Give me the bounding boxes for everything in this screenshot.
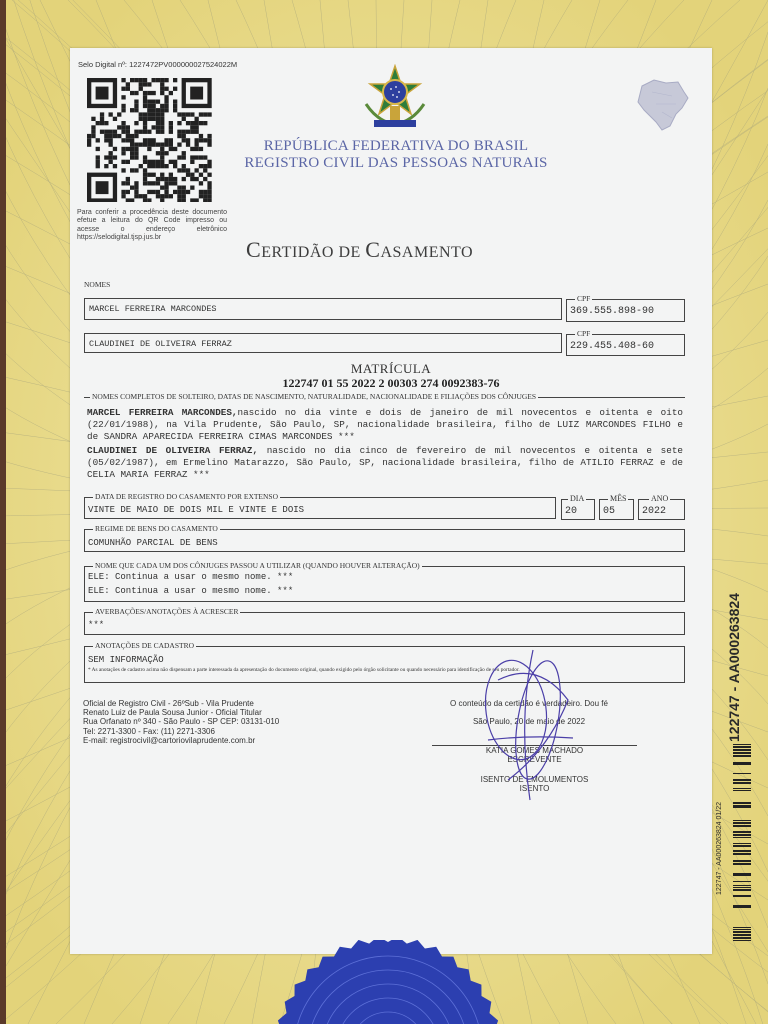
name-change-label: NOME QUE CADA UM DOS CÔNJUGES PASSOU A UTILIZAR (QUANDO HOUVER ALTERAÇÃO) [95, 561, 420, 570]
names-label: NOMES [84, 280, 111, 289]
office-email: E-mail: registrocivil@cartoriovilaprudente.com.br [83, 735, 256, 745]
spouse2-name-field [84, 333, 562, 353]
side-document-code: 122747 - AA000263824 [726, 593, 742, 742]
regime-value: COMUNHÃO PARCIAL DE BENS [88, 538, 218, 548]
office-line4: Tel: 2271-3300 - Fax: (11) 2271-3306 [83, 726, 215, 736]
side-small-code: 122747 - AA000263824 01/22 [716, 801, 723, 895]
brazil-map-icon [632, 74, 692, 134]
attestation-statement: O conteúdo da certidão é verdadeiro. Dou fé [450, 699, 608, 708]
anotacoes-value: SEM INFORMAÇÃO [88, 655, 164, 665]
signer-name: KATIA GOMES MACHADO [485, 746, 584, 755]
day-label: DIA [570, 494, 585, 503]
attestation-date: São Paulo, 20 de maio de 2022 [472, 717, 586, 726]
office-line2: Renato Luiz de Paula Sousa Junior - Oficial Titular [83, 708, 262, 718]
coat-of-arms-icon [360, 64, 430, 132]
name-change-line2: ELE: Continua a usar o mesmo nome. *** [88, 586, 294, 596]
cpf2-value: 229.455.408-60 [570, 341, 655, 352]
blue-seal-icon [268, 940, 508, 1024]
digital-seal-number: Selo Digital nº: 1227472PV000000027524022M [78, 60, 238, 69]
averbacoes-value: *** [88, 620, 105, 630]
name-change-line1: ELE: Continua a usar o mesmo nome. *** [88, 572, 294, 582]
year-label: ANO [651, 494, 669, 503]
registration-date-field [84, 492, 556, 519]
office-info [83, 699, 343, 745]
averbacoes-field [84, 607, 685, 635]
signer-role: ESCREVENTE [507, 755, 562, 764]
name-change-field [84, 561, 685, 602]
matricula-number: 122747 01 55 2022 2 00303 274 0092383-76 [282, 376, 500, 390]
regime-field [84, 524, 685, 552]
cpf2-field [566, 329, 685, 356]
spouse2-qualification [87, 445, 683, 481]
fee-exemption: ISENTO DE EMOLUMENTOS [480, 775, 589, 784]
anotacoes-field [84, 641, 685, 683]
cpf1-value: 369.555.898-90 [570, 306, 655, 317]
qr-verification-note: Para conferir a procedência deste documento efetue a leitura do QR Code impresso ou acesse o endereço eletrônico https://selodigital.tjsp.jus.br [77, 209, 227, 242]
year-field [638, 494, 685, 520]
spouse1-name-field [84, 298, 562, 320]
cpf1-label: CPF [577, 294, 591, 303]
averbacoes-label: AVERBAÇÕES/ANOTAÇÕES À ACRESCER [95, 607, 239, 616]
cpf1-field [566, 294, 685, 322]
month-label: MÊS [610, 494, 627, 503]
anotacoes-label: ANOTAÇÕES DE CADASTRO [95, 641, 194, 650]
year-value: 2022 [642, 506, 667, 517]
office-line1: Oficial de Registro Civil - 26ºSub - Vila Prudente [83, 699, 254, 708]
matricula-label: MATRÍCULA [350, 361, 432, 376]
handwritten-signature [478, 640, 588, 810]
spouse1-qualification [87, 407, 683, 443]
spouse2-qualification-text: nascido no dia cinco de fevereiro de mil novecentos e oitenta e sete (05/02/1987), em Ermelino Matarazzo, São Paulo, SP, nacionalidade brasileira, filho de ATILIO FERRAZ e de CELIA MARIA FERRAZ *** [87, 445, 683, 480]
anotacoes-note: * As anotações de cadastro acima não dispensam a parte interessada da apresentação do documento original, quando exigido pelo órgão solicitante ou quando necessário para identificação de seu portador. [88, 667, 520, 673]
registration-date-label: DATA DE REGISTRO DO CASAMENTO POR EXTENSO [95, 492, 279, 501]
qualification-section [84, 392, 685, 485]
page-title: CERTIDÃO DE CASAMENTO [246, 237, 474, 262]
header-republic: REPÚBLICA FEDERATIVA DO BRASIL [263, 138, 529, 154]
spouse2-name: CLAUDINEI DE OLIVEIRA FERRAZ [89, 339, 232, 349]
day-value: 20 [565, 506, 578, 517]
header-registry: REGISTRO CIVIL DAS PESSOAS NATURAIS [244, 155, 548, 171]
registration-date-text: VINTE DE MAIO DE DOIS MIL E VINTE E DOIS [88, 505, 305, 515]
regime-label: REGIME DE BENS DO CASAMENTO [95, 524, 218, 533]
fee-status: ISENTO [519, 784, 550, 793]
spouse1-name: MARCEL FERREIRA MARCONDES [89, 304, 217, 314]
qualification-label: NOMES COMPLETOS DE SOLTEIRO, DATAS DE NASCIMENTO, NATURALIDADE, NACIONALIDADE E FILIAÇÕES DOS CÔNJUGES [92, 392, 537, 401]
month-value: 05 [603, 506, 616, 517]
spouse2-qualification-name: CLAUDINEI DE OLIVEIRA FERRAZ, [87, 445, 259, 456]
spouse1-qualification-text: nascido no dia vinte e dois de janeiro de mil novecentos e oitenta e oito (22/01/1988), na Vila Prudente, São Paulo, SP, nacionalidade brasileira, filho de LUIZ MARCONDES FILHO e de SANDRA APARECIDA FERREIRA CIMAS MARCONDES *** [87, 407, 683, 442]
spouse1-qualification-name: MARCEL FERREIRA MARCONDES, [87, 407, 238, 418]
barcode-icon [733, 742, 751, 947]
office-line3: Rua Orfanato nº 340 - São Paulo - SP CEP: 03131-010 [83, 717, 280, 727]
day-field [561, 494, 595, 520]
cpf2-label: CPF [577, 329, 591, 338]
month-field [599, 494, 634, 520]
qr-code-icon[interactable] [87, 78, 217, 202]
